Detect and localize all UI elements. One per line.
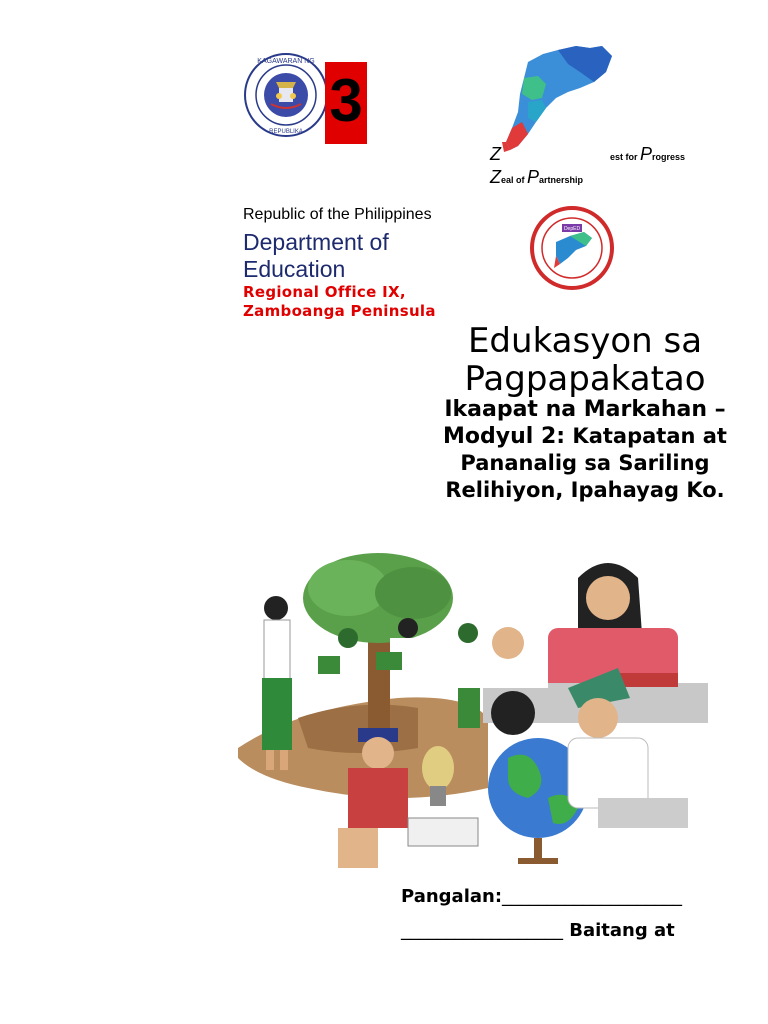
grade-blank[interactable]: __________________ (401, 920, 563, 941)
republic-label: Republic of the Philippines (243, 206, 432, 223)
svg-text:KAGAWARAN NG: KAGAWARAN NG (257, 58, 315, 65)
slogan-line1-start (490, 144, 501, 165)
slogan2-eal-of: eal of (501, 175, 528, 185)
slogan-rogress: rogress (652, 152, 686, 162)
slogan-est-for: est for (610, 152, 641, 162)
zamboanga-map-logo (498, 42, 618, 152)
module-prefix: Modyul 2: (443, 424, 566, 449)
slogan-p-letter: P (640, 144, 653, 164)
deped-seal-logo (243, 52, 329, 138)
module-title-part1: Katapatan at (565, 424, 727, 448)
name-label: Pangalan: (401, 886, 503, 907)
regional-seal-logo (530, 206, 614, 290)
slogan2-artnership: artnership (539, 175, 584, 185)
grade-badge (325, 62, 367, 144)
subject-title-line1: Edukasyon sa (467, 321, 703, 361)
regional-office (243, 283, 436, 321)
grade-label: Baitang at (563, 920, 675, 941)
regional-office-line1: Regional Office IX, (243, 283, 406, 301)
slogan2-z-letter: Z (490, 167, 501, 187)
quarter-label: Ikaapat na Markahan – (444, 397, 726, 422)
slogan-line2 (490, 167, 583, 188)
department-name: Department of Education (243, 229, 389, 282)
grade-number: 3 (329, 67, 363, 134)
slogan-line1 (610, 144, 685, 165)
regional-office-line2: Zamboanga Peninsula (243, 302, 436, 320)
module-title (395, 396, 768, 504)
subject-title (400, 322, 768, 398)
name-blank[interactable]: ____________________ (502, 886, 683, 907)
slogan2-p-letter: P (527, 167, 540, 187)
module-title-part2: Pananalig sa Sariling (460, 451, 710, 475)
subject-title-line2: Pagpapakatao (464, 359, 706, 399)
module-title-part3: Relihiyon, Ipahayag Ko. (445, 478, 725, 502)
cover-illustration (238, 548, 708, 888)
slogan-z-letter: Z (490, 144, 501, 164)
svg-text:DepED: DepED (563, 226, 581, 232)
svg-text:REPUBLIKA: REPUBLIKA (269, 129, 303, 135)
name-field[interactable] (401, 886, 682, 907)
grade-field[interactable] (401, 920, 675, 941)
